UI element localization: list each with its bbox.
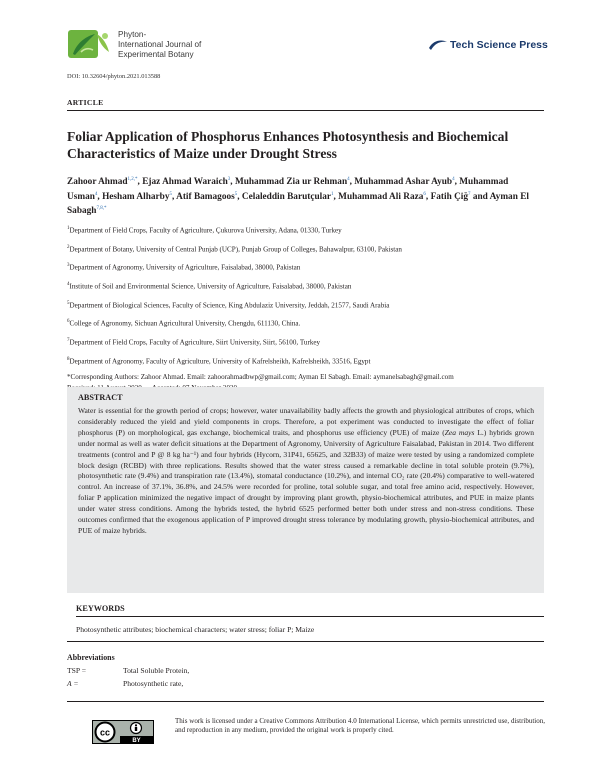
- license-text: This work is licensed under a Creative Commons Attribution 4.0 International License, which permits unrestricted use, distribution, and reproduction in any medium, provided the original work is properly cited.: [175, 717, 545, 735]
- affiliation-number: 5: [67, 300, 70, 306]
- author-affiliation-mark: 6: [423, 191, 426, 197]
- author-name: Celaleddin Barutçular: [241, 191, 332, 202]
- publisher-name: Tech Science Press: [450, 39, 548, 51]
- affiliation-number: 4: [67, 281, 70, 287]
- author-name: Atif Bamagoos: [176, 191, 235, 202]
- keywords-heading: KEYWORDS: [76, 604, 125, 613]
- author-affiliation-mark: 4: [347, 177, 350, 182]
- affiliation-number: 3: [67, 263, 70, 269]
- author-affiliation-mark: 5: [169, 191, 172, 197]
- affiliation-text: Department of Agronomy, Faculty of Agriculture, University of Kafrelsheikh, Kafrelsheikh, 33516, Egypt: [69, 356, 371, 365]
- affiliation-text: Institute of Soil and Environmental Science, University of Agriculture, Faisalabad, 38000, Pakistan: [69, 282, 352, 291]
- corresponding-authors: *Corresponding Authors: Zahoor Ahmad. Email: zahoorahmadbwp@gmail.com; Ayman El Sabagh. Email: aymanelsabagh@gmail.com: [67, 373, 454, 382]
- abstract-text: Water is essential for the growth period of crops; however, water unavailability badly affects the growth and physiological attributes of crops, which considerably reduced the yield and yield components in crops. Therefore, a pot experiment was conducted to investigate the effect of foliar phosphorus (P) on morphological, gas exchange, biochemical traits, and phosphorus use efficiency (PUE) of maize (Zea mays L.) hybrids grown under normal as well as water deficit situations at the Department of Agronomy, University of Agriculture Faisalabad, Pakistan in 2014. Two different treatments (control and P @ 8 kg ha⁻¹) and four hybrids (Hycorn, 31P41, 65625, and 32B33) of maize were tested by using a randomized complete block design (RCBD) with three replications. Results showed that the water stress caused a remarkable decline in total soluble protein (9.7%), photosynthetic rate (9.4%) and transpiration rate (13.4%), stomatal conductance (10.2%), and internal CO₂ rate (20.4%) comparative to well-watered control. An increase of 37.1%, 36.8%, and 24.5% were recorded for proline, total soluble sugar, and total free amino acid, respectively. However, foliar P application minimized the negative impact of drought by improving plant growth, physio-biochemical attributes, and PUE in maize plants under water stress conditions. Among the hybrids tested, the hybrid 6525 performed better both under stress and non-stress conditions. These outcomes confirmed that the exogenous application of P improved drought stress tolerance by modulating growth, physio-biochemical attributes, and PUE of maize hybrids.: [78, 406, 534, 535]
- keywords-bottom-divider: [67, 641, 544, 642]
- affiliation: [67, 355, 547, 366]
- author-affiliation-mark: 7: [468, 191, 471, 197]
- author-affiliation-mark: 5: [234, 191, 238, 197]
- journal-name-line: Experimental Botany: [118, 50, 194, 59]
- keywords-divider: [76, 616, 544, 617]
- affiliation-text: Department of Agronomy, University of Agriculture, Faisalabad, 38000, Pakistan: [69, 263, 301, 272]
- journal-logo-icon: [67, 28, 113, 60]
- affiliation-text: Department of Field Crops, Faculty of Agriculture, Çukurova University, Adana, 01330, Turkey: [69, 226, 342, 235]
- publisher-logo: [428, 38, 548, 52]
- author-affiliation-mark: 1: [331, 191, 334, 197]
- author-name: Hesham Alharby: [102, 191, 170, 202]
- journal-name-line: International Journal of: [118, 40, 202, 49]
- svg-text:cc: cc: [99, 727, 111, 738]
- author-affiliation-mark: 1,2,*: [127, 177, 138, 182]
- affiliation-number: 7: [67, 337, 70, 343]
- article-title: Foliar Application of Phosphorus Enhances Photosynthesis and Biochemical Characteristics of Maize under Drought Stress: [67, 129, 509, 161]
- author-name: Muhammad Usman: [67, 177, 509, 202]
- cc-by-license-icon[interactable]: [92, 720, 154, 744]
- journal-name-line: Phyton-: [118, 30, 147, 39]
- affiliation-text: Department of Botany, University of Central Punjab (UCP), Punjab Group of Colleges, Bahawalpur, 63100, Pakistan: [69, 245, 402, 254]
- author-name: Ejaz Ahmad Waraich: [142, 177, 228, 188]
- author-name: Muhammad Zia ur Rehman: [234, 177, 348, 188]
- affiliation: [67, 336, 547, 347]
- author-name: Muhammad Ashar Ayub: [354, 177, 453, 188]
- footer-divider: [67, 701, 544, 702]
- author-affiliation-mark: 4: [452, 177, 455, 182]
- affiliation-number: 1: [67, 226, 70, 231]
- abbreviation-row: [67, 666, 189, 675]
- abbreviation-definition: Total Soluble Protein,: [123, 666, 190, 675]
- abbreviation-term: A =: [67, 679, 79, 688]
- abbreviation-row: [67, 679, 183, 688]
- abstract-heading: ABSTRACT: [78, 393, 123, 402]
- author-affiliation-mark: 4: [94, 191, 98, 197]
- abbreviations-heading: Abbreviations: [67, 653, 115, 662]
- author-affiliation-mark: 3: [227, 177, 231, 182]
- cc-label: BY: [132, 738, 141, 744]
- doi-line: DOI: 10.32604/phyton.2021.013588: [67, 73, 161, 80]
- affiliation-text: College of Agronomy, Sichuan Agricultural University, Chengdu, 611130, China.: [69, 319, 301, 328]
- article-type: ARTICLE: [67, 98, 104, 107]
- abbreviation-definition: Photosynthetic rate,: [123, 679, 184, 688]
- affiliation: [67, 280, 547, 291]
- affiliation: [67, 224, 547, 235]
- affiliation-list: [67, 224, 547, 392]
- affiliation: [67, 317, 547, 328]
- affiliation-number: 8: [67, 356, 70, 362]
- affiliation-number: 6: [67, 319, 70, 325]
- species-name: Zea mays: [444, 427, 475, 437]
- author-name: Ayman El Sabagh: [67, 191, 529, 217]
- affiliation: [67, 261, 547, 272]
- author-list: Zahoor Ahmad$^{1,2,*}$, Ejaz Ahmad Waraich$^3$, Muhammad Zia ur Rehman$^4$, Muhammad Ashar Ayub$^4$, Muhammad Usman$^4$, Hesham Alharby$^5$, Atif Bamagoos$^5$, Celaleddin Barutçular$^1$, Muhammad Ali Raza$^6$, Fatih Çiğ$^7$ and Ayman El Sabagh$^{7,8,*}$: [67, 177, 529, 217]
- author-name: Fatih Çiğ: [430, 191, 469, 202]
- affiliation-number: 2: [67, 244, 70, 250]
- journal-name: [118, 30, 201, 60]
- author-name: Zahoor Ahmad: [67, 177, 128, 188]
- affiliation-text: Department of Field Crops, Faculty of Agriculture, Siirt University, Siirt, 56100, Turkey: [69, 338, 321, 347]
- affiliation: [67, 299, 547, 310]
- abbreviation-term: TSP =: [67, 666, 86, 675]
- publisher-swoosh-icon: [428, 38, 448, 52]
- author-affiliation-mark: 7,8,*: [96, 206, 107, 212]
- affiliation: [67, 243, 547, 254]
- author-name: Muhammad Ali Raza: [338, 191, 424, 202]
- affiliation-text: Department of Biological Sciences, Faculty of Science, King Abdulaziz University, Jeddah, 21577, Saudi Arabia: [69, 300, 390, 309]
- header-divider: [67, 110, 544, 111]
- keywords-text: Photosynthetic attributes; biochemical characters; water stress; foliar P; Maize: [76, 625, 315, 634]
